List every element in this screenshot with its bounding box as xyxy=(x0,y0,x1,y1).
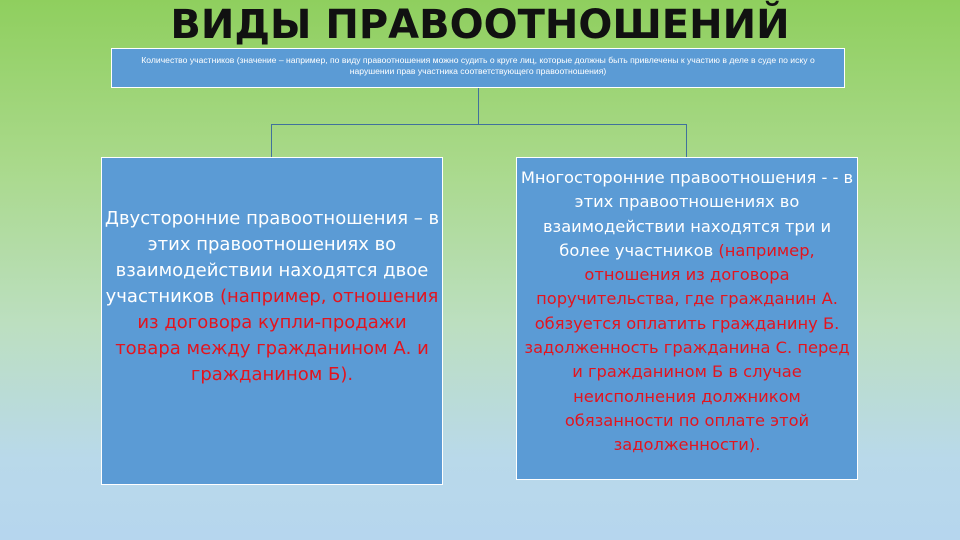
bilateral-definition: Двусторонние правоотношения – в этих правоотношениях во взаимодействии находятся двое участников xyxy=(104,208,440,307)
multilateral-relations-box xyxy=(516,157,858,480)
page-title: ВИДЫ ПРАВООТНОШЕНИЙ xyxy=(170,2,790,48)
multilateral-definition: Многосторонние правоотношения - - в этих правоотношениях во взаимодействии находятся три и более участников xyxy=(520,168,854,260)
bilateral-relations-box xyxy=(101,157,443,485)
bilateral-example: (например, отношения из договора купли-продажи товара между гражданином А. и гражданином Б). xyxy=(115,286,439,385)
root-box-text: Количество участников (значение – например, по виду правоотношения можно судить о круге лиц, которые должны быть привлечены к участию в деле в суде по иску о нарушении прав участника соответствующего правоотношения) xyxy=(141,55,815,76)
connector-vertical-root xyxy=(478,88,479,124)
root-box xyxy=(111,48,845,88)
connector-horizontal xyxy=(271,124,686,125)
connector-vertical-right xyxy=(686,124,687,157)
connector-vertical-left xyxy=(271,124,272,157)
multilateral-example: (например, отношения из договора поручительства, где гражданин А. обязуется оплатить гражданину Б. задолженность гражданина С. перед и гражданином Б в случае неисполнения должником обязанности по оплате этой задолженности). xyxy=(524,240,850,455)
